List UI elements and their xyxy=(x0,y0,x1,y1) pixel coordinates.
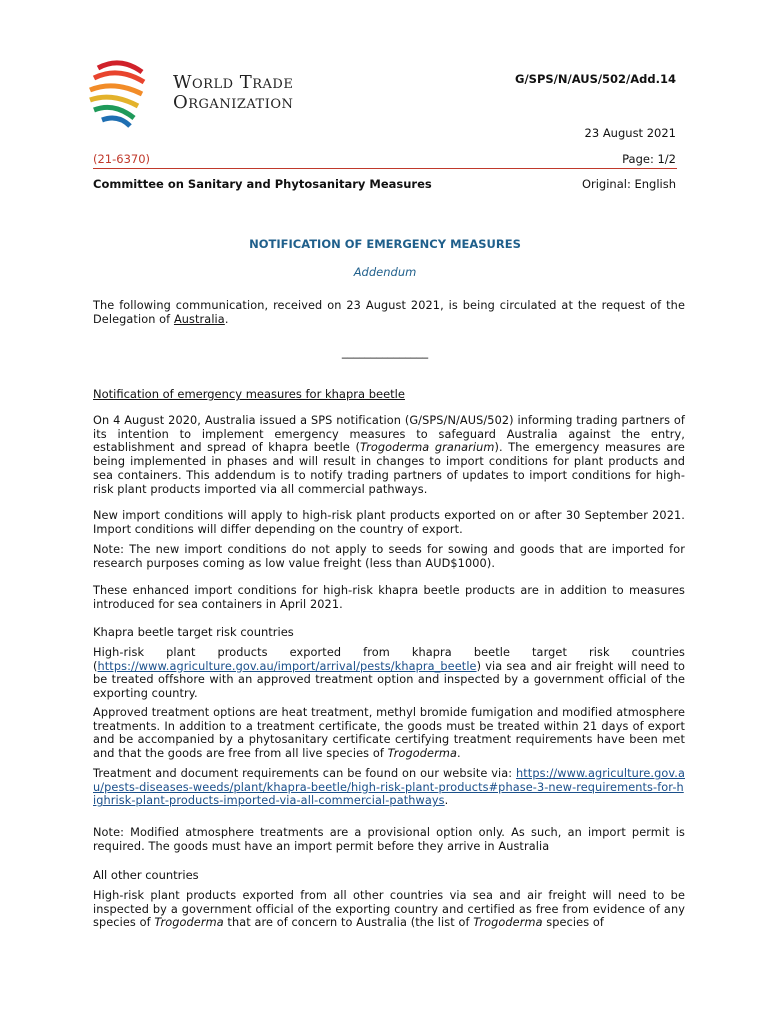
intro-paragraph: The following communication, received on 23 August 2021, is being circulated at the request of the Delegation of Australia. xyxy=(93,299,685,326)
committee-name: Committee on Sanitary and Phytosanitary Measures xyxy=(93,177,432,191)
wto-logo xyxy=(84,58,156,130)
treatment-requirements-link[interactable]: https://www.agriculture.gov.au/pests-diseases-weeds/plant/khapra-beetle/high-risk-plant-products#phase-3-new-requirements-for-highrisk-plant-products-imported-via-all-commercial-pathways xyxy=(93,767,685,808)
header-rule xyxy=(93,168,677,169)
section-heading: Notification of emergency measures for khapra beetle xyxy=(93,387,405,401)
org-name-line1: World Trade xyxy=(173,72,294,93)
reference-number: (21-6370) xyxy=(93,152,151,166)
wto-emblem-icon xyxy=(84,58,156,130)
paragraph-5: High-risk plant products exported from khapra beetle target risk countries (https://www.agriculture.gov.au/import/arrival/pests/khapra_beetle) via sea and air freight will need to be treated offshore with an approved treatment option and inspected by a government official of the exporting country. xyxy=(93,646,685,701)
paragraph-4: These enhanced import conditions for high-risk khapra beetle products are in addition to measures introduced for sea containers in April 2021. xyxy=(93,584,685,611)
page-subtitle: Addendum xyxy=(353,265,417,279)
page-title: NOTIFICATION OF EMERGENCY MEASURES xyxy=(249,237,521,251)
document-date: 23 August 2021 xyxy=(584,126,676,140)
paragraph-1: On 4 August 2020, Australia issued a SPS notification (G/SPS/N/AUS/502) informing trading partners of its intention to implement emergency measures to safeguard Australia against the entry, establishment and spread of khapra beetle (Trogoderma granarium). The emergency measures are being implemented in phases and will result in changes to import conditions for plant products and sea containers. This addendum is to notify trading partners of updates to import conditions for high-risk plant products imported via all commercial pathways. xyxy=(93,414,685,496)
original-language: Original: English xyxy=(581,177,676,191)
document-symbol: G/SPS/N/AUS/502/Add.14 xyxy=(515,72,676,86)
country-name: Australia xyxy=(173,312,225,326)
paragraph-6: Approved treatment options are heat treatment, methyl bromide fumigation and modified atmosphere treatments. In addition to a treatment certificate, the goods must be treated within 21 days of export and be accompanied by a phytosanitary certificate certifying treatment requirements have been met and that the goods are free from all live species of Trogoderma. xyxy=(93,706,685,761)
khapra-beetle-link[interactable]: https://www.agriculture.gov.au/import/arrival/pests/khapra_beetle xyxy=(97,659,477,673)
paragraph-9: High-risk plant products exported from all other countries via sea and air freight will need to be inspected by a government official of the exporting country and certified as free from evidence of any species of Trogoderma that are of concern to Australia (the list of Trogoderma species of xyxy=(93,889,685,930)
paragraph-3: Note: The new import conditions do not apply to seeds for sowing and goods that are imported for research purposes coming as low value freight (less than AUD$1000). xyxy=(93,543,685,570)
paragraph-2: New import conditions will apply to high-risk plant products exported on or after 30 September 2021. Import conditions will differ depending on the country of export. xyxy=(93,509,685,536)
section-divider: _______________ xyxy=(341,345,429,359)
subheading-other-countries: All other countries xyxy=(93,868,199,882)
paragraph-8: Note: Modified atmosphere treatments are a provisional option only. As such, an import permit is required. The goods must have an import permit before they arrive in Australia xyxy=(93,826,685,853)
paragraph-7: Treatment and document requirements can be found on our website via: https://www.agriculture.gov.au/pests-diseases-weeds/plant/khapra-beetle/high-risk-plant-products#phase-3-new-requirements-for-highrisk-plant-products-imported-via-all-commercial-pathways. xyxy=(93,767,685,808)
subheading-target-risk: Khapra beetle target risk countries xyxy=(93,625,294,639)
org-name-line2: Organization xyxy=(173,92,294,113)
page-number: Page: 1/2 xyxy=(622,152,676,166)
